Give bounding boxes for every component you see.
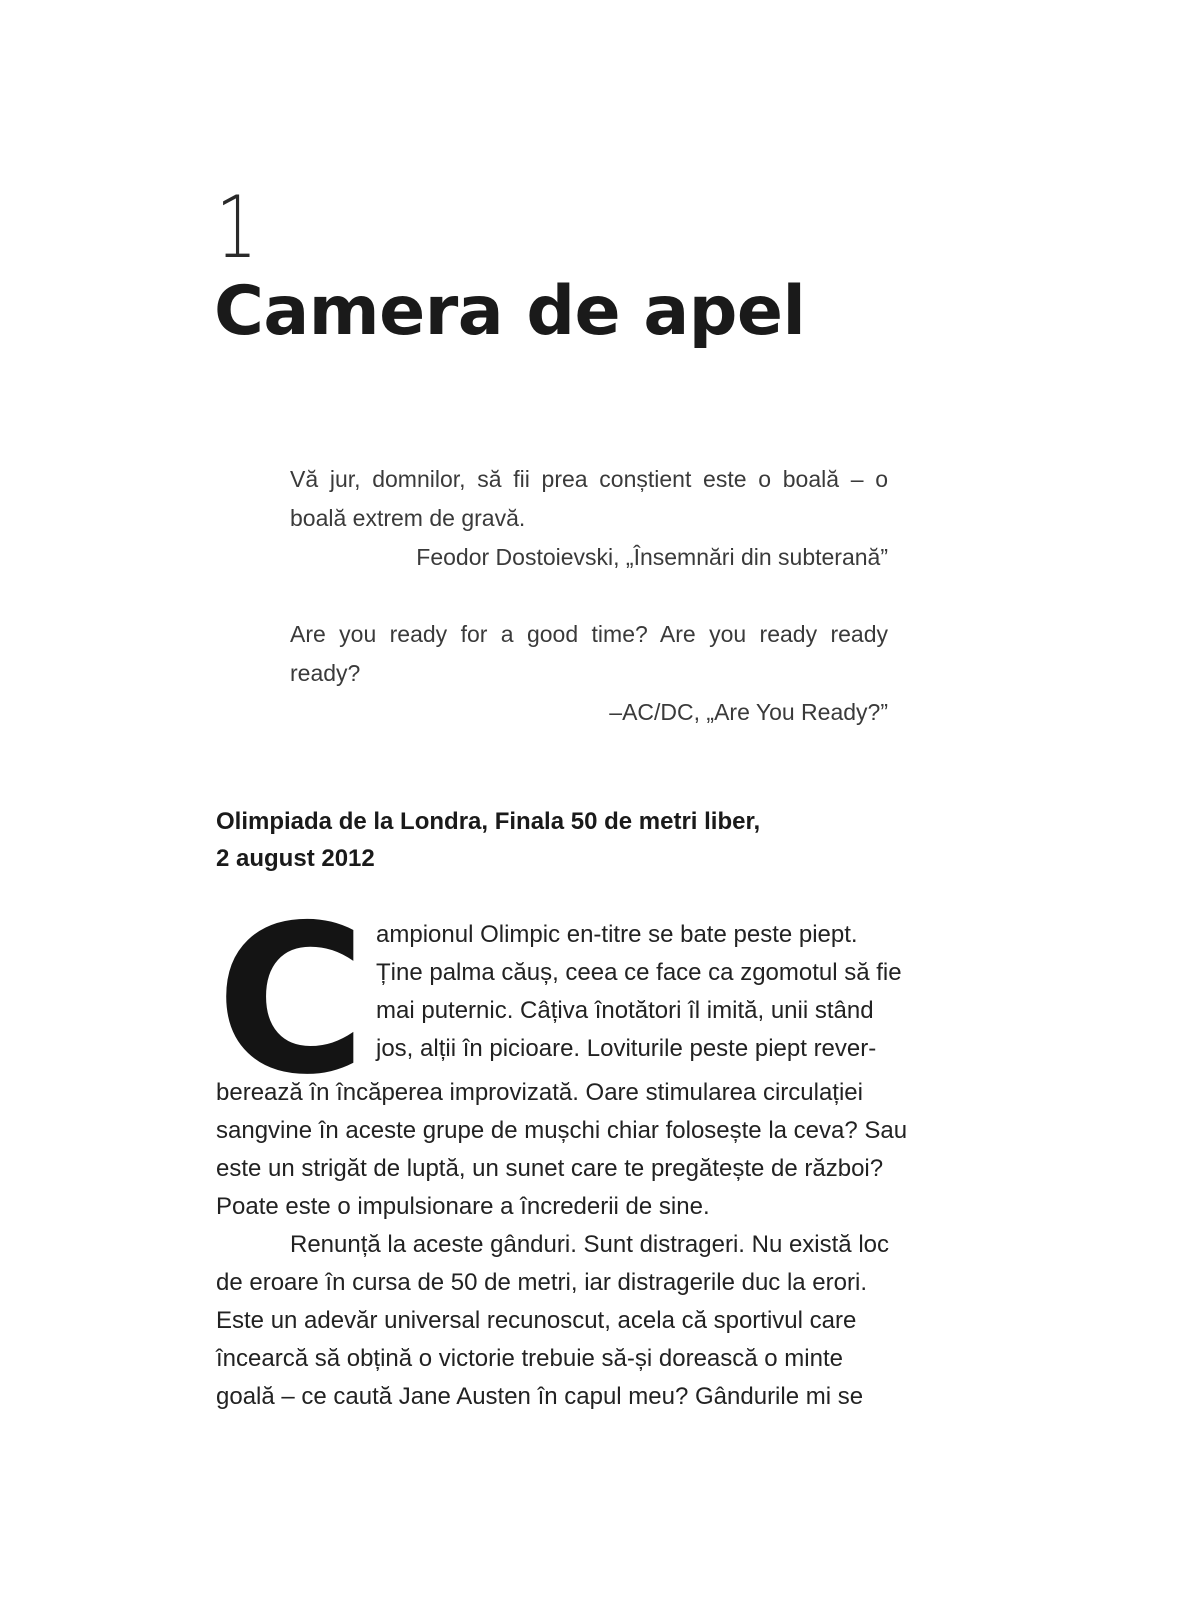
text-line: jos, alții în picioare. Loviturile peste piept rever- [376, 1035, 877, 1062]
epigraph-acdc [290, 615, 888, 732]
section-heading-line: Olimpiada de la Londra, Finala 50 de metri liber, [216, 808, 761, 835]
chapter-title: Camera de apel [214, 272, 806, 351]
paragraph-2 [216, 1226, 952, 1416]
text-line: berează în încăperea improvizată. Oare stimularea circulației [216, 1079, 863, 1106]
text-line: ampionul Olimpic en-titre se bate peste piept. [376, 921, 858, 948]
text-line: Poate este o impulsionare a încrederii de sine. [216, 1193, 710, 1220]
text-line: goală – ce caută Jane Austen în capul meu? Gândurile mi se [216, 1383, 864, 1410]
section-heading-line: 2 august 2012 [216, 845, 375, 872]
text-line: mai puternic. Câțiva înotători îl imită, unii stând [376, 997, 874, 1024]
text-line: Renunță la aceste gânduri. Sunt distrageri. Nu există loc [290, 1231, 890, 1258]
drop-cap: C [216, 882, 363, 1120]
text-line: Este un adevăr universal recunoscut, acela că sportivul care [216, 1307, 857, 1334]
epigraph-attribution: –AC/DC, „Are You Ready?” [609, 699, 888, 725]
text-line: sangvine în aceste grupe de mușchi chiar folosește la ceva? Sau [216, 1117, 908, 1144]
text-line: este un strigăt de luptă, un sunet care te pregătește de război? [216, 1155, 884, 1182]
chapter-number: 1 [216, 178, 258, 278]
epigraph-text: Vă jur, domnilor, să fii prea conștient este o boală – o boală extrem de gravă. [290, 466, 888, 531]
text-line: încearcă să obțină o victorie trebuie să-și dorească o minte [216, 1345, 843, 1372]
text-line: Ține palma căuș, ceea ce face ca zgomotul să fie [376, 959, 902, 986]
section-heading [216, 803, 856, 877]
epigraph-attribution: Feodor Dostoievski, „Însemnări din subterană” [416, 544, 888, 570]
body-text [216, 882, 952, 1416]
epigraph-dostoevsky [290, 460, 888, 577]
text-line: de eroare în cursa de 50 de metri, iar distragerile duc la erori. [216, 1269, 867, 1296]
epigraphs [290, 460, 888, 732]
epigraph-text: Are you ready for a good time? Are you ready ready ready? [290, 621, 888, 686]
paragraph-1 [216, 882, 952, 1226]
